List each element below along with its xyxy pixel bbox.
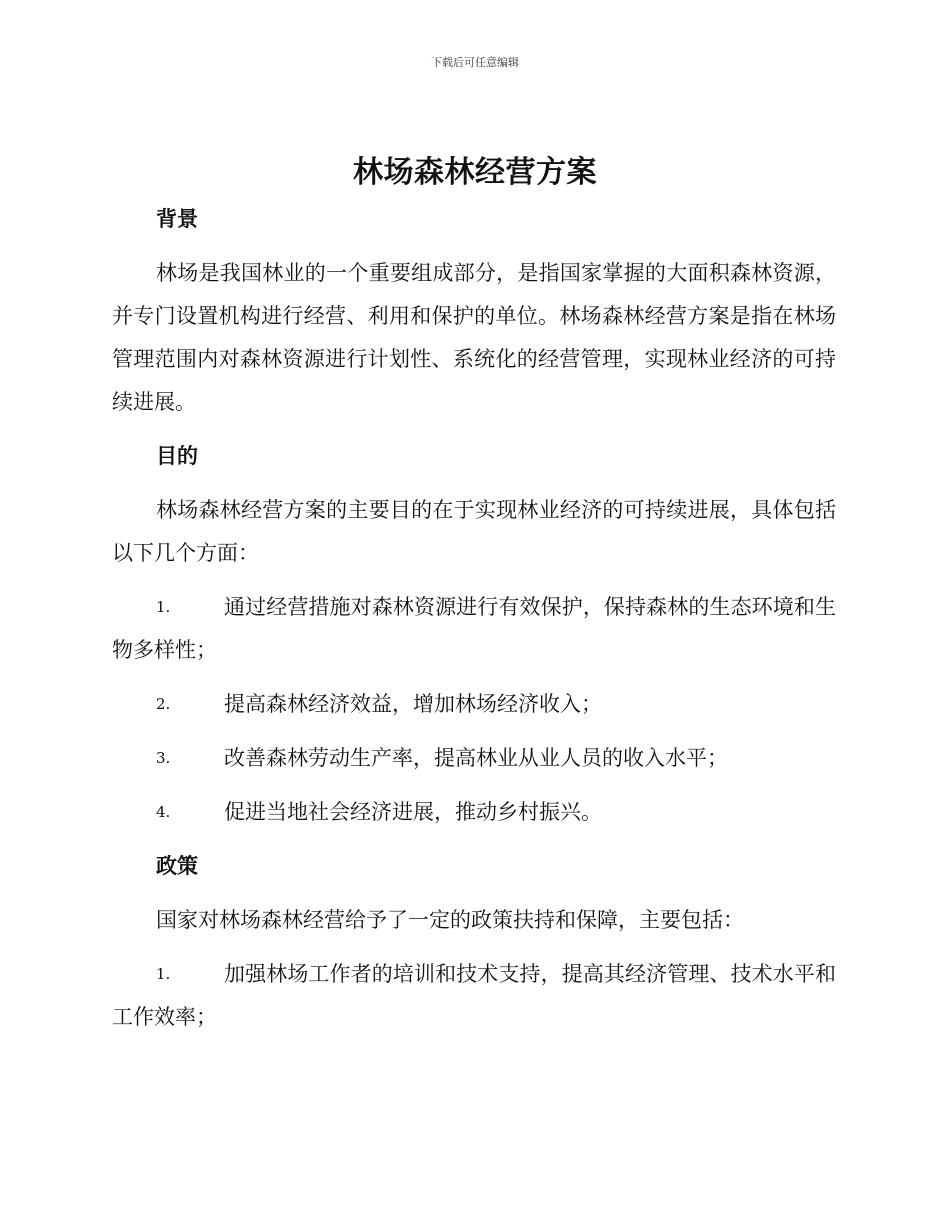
policy-list-item [112, 953, 836, 1039]
list-item-text: 促进当地社会经济进展，推动乡村振兴。 [224, 800, 602, 824]
section-heading-purpose: 目的 [156, 444, 198, 468]
document-body [112, 198, 836, 1039]
section-heading-policy: 政策 [156, 854, 198, 878]
purpose-list-item [112, 737, 836, 780]
list-item-number: 3. [156, 749, 171, 767]
list-item-number: 2. [156, 695, 171, 713]
list-item-text: 改善森林劳动生产率，提高林业从业人员的收入水平； [224, 746, 728, 770]
list-item-text: 提高森林经济效益，增加林场经济收入； [224, 692, 602, 716]
policy-paragraph: 国家对林场森林经营给予了一定的政策扶持和保障，主要包括： [156, 908, 744, 932]
list-item-number: 1. [156, 965, 171, 983]
purpose-paragraph: 林场森林经营方案的主要目的在于实现林业经济的可持续进展，具体包括以下几个方面： [112, 498, 836, 565]
document-title: 林场森林经营方案 [353, 155, 597, 190]
page-header-note: 下载后可任意编辑 [431, 56, 519, 69]
purpose-list-item [112, 791, 836, 834]
section-heading-background: 背景 [156, 207, 198, 231]
list-item-number: 4. [156, 803, 171, 821]
list-item-number: 1. [156, 598, 171, 616]
list-item-text: 加强林场工作者的培训和技术支持，提高其经济管理、技术水平和工作效率； [112, 962, 836, 1029]
purpose-list-item [112, 683, 836, 726]
list-item-text: 通过经营措施对森林资源进行有效保护，保持森林的生态环境和生物多样性； [112, 595, 836, 662]
background-paragraph: 林场是我国林业的一个重要组成部分，是指国家掌握的大面积森林资源，并专门设置机构进行经营、利用和保护的单位。林场森林经营方案是指在林场管理范围内对森林资源进行计划性、系统化的经营管理，实现林业经济的可持续进展。 [112, 261, 836, 414]
purpose-list-item [112, 586, 836, 672]
